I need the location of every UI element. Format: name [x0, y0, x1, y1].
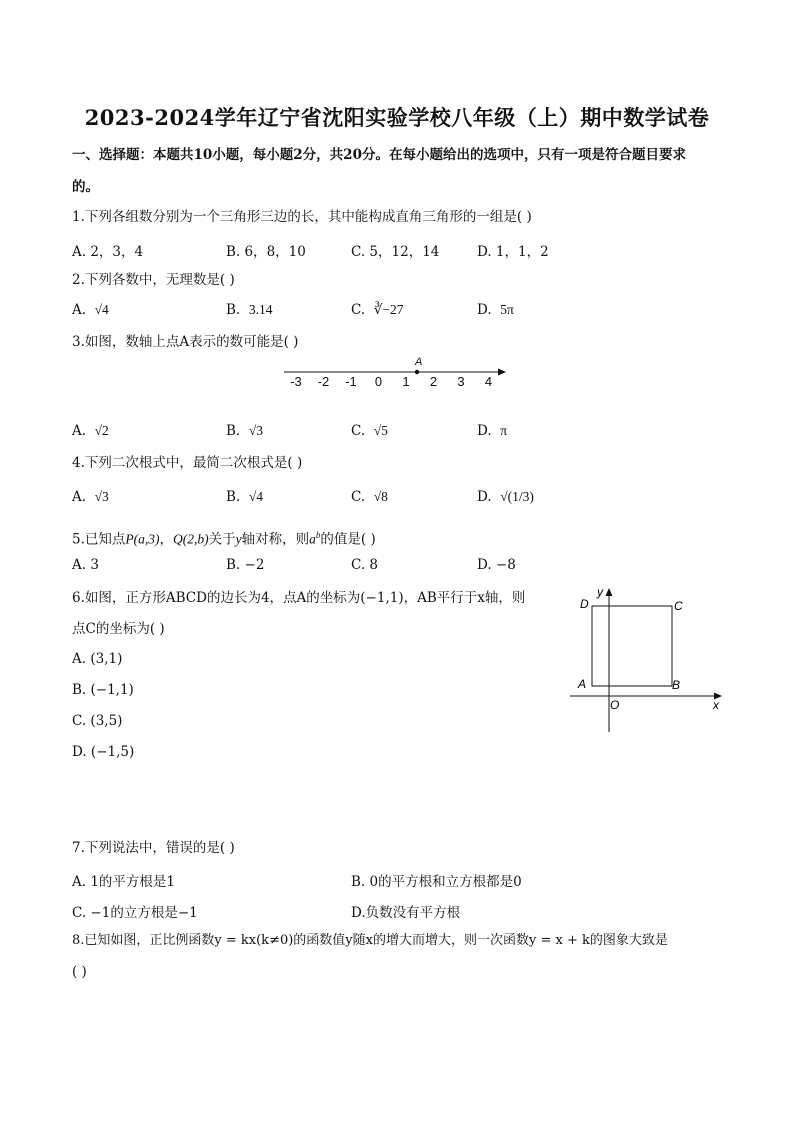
- y-axis-label: y: [597, 585, 603, 599]
- vertex-a-label: A: [578, 677, 587, 691]
- q5-option-a: A. 3: [72, 557, 99, 573]
- q7-stem: 7.下列说法中，错误的是( ): [72, 840, 235, 856]
- square-abcd: [592, 606, 672, 686]
- q4-option-b: B. √4: [226, 489, 263, 505]
- point-a-label: A: [415, 356, 423, 368]
- q4-option-c: C. √8: [351, 489, 388, 505]
- q8-stem-cont: ( ): [72, 964, 87, 980]
- q1-stem: 1.下列各组数分别为一个三角形三边的长，其中能构成直角三角形的一组是( ): [72, 209, 532, 225]
- q3-option-b: B. √3: [226, 423, 263, 439]
- point-a-marker: [415, 370, 419, 374]
- q5-stem: 5.已知点P(a,3)，Q(2,b)关于y轴对称，则$a^b$的值是( ): [72, 530, 376, 548]
- number-line-tick-label: -3: [290, 374, 302, 389]
- q1-option-c: C. 5，12，14: [351, 244, 440, 260]
- number-line-tick-label: 3: [457, 374, 465, 389]
- q2-option-c: C. ∛−27: [351, 302, 404, 318]
- q5-option-c: C. 8: [351, 557, 379, 573]
- q6-option-a: A. (3,1): [72, 651, 123, 667]
- q7-option-b: B. 0的平方根和立方根都是0: [351, 874, 522, 890]
- number-line-tick-label: 4: [484, 374, 493, 389]
- section-header-cont: 的。: [72, 179, 99, 195]
- q7-option-d: D.负数没有平方根: [351, 905, 461, 921]
- square-coordinate-figure: [560, 580, 730, 738]
- vertex-c-label: C: [674, 599, 683, 613]
- q5-option-d: D. −8: [477, 557, 516, 573]
- q4-option-a: A. √3: [72, 489, 109, 505]
- q2-option-d: D. 5π: [477, 302, 514, 318]
- number-line-tick-label: 2: [429, 374, 438, 389]
- number-line-tick-label: -2: [317, 374, 330, 389]
- q6-option-d: D. (−1,5): [72, 744, 135, 760]
- origin-label: O: [610, 698, 620, 712]
- q1-option-b: B. 6，8，10: [226, 244, 306, 260]
- q6-stem-cont: 点C的坐标为( ): [72, 621, 165, 637]
- vertex-d-label: D: [580, 597, 589, 611]
- q7-option-a: A. 1的平方根是1: [72, 874, 176, 890]
- number-line: [280, 352, 512, 392]
- page-title: 2023-2024学年辽宁省沈阳实验学校八年级（上）期中数学试卷: [84, 105, 710, 130]
- q3-option-c: C. √5: [351, 423, 388, 439]
- q6-option-c: C. (3,5): [72, 713, 123, 729]
- q4-stem: 4.下列二次根式中，最简二次根式是( ): [72, 455, 303, 471]
- q1-option-d: D. 1，1，2: [477, 244, 549, 260]
- section-header: 一、选择题：本题共10小题，每小题2分，共20分。在每小题给出的选项中，只有一项是符合题目要求: [72, 147, 686, 163]
- q2-option-b: B. 3.14: [226, 302, 273, 318]
- q3-stem: 3.如图，数轴上点A表示的数可能是( ): [72, 334, 299, 350]
- q7-option-c: C. −1的立方根是−1: [72, 905, 198, 921]
- q3-option-a: A. √2: [72, 423, 109, 439]
- q1-option-a: A. 2，3，4: [72, 244, 144, 260]
- x-axis-label: x: [713, 698, 719, 712]
- q6-stem: 6.如图，正方形ABCD的边长为4，点A的坐标为(−1,1)，AB平行于x轴，则: [72, 590, 526, 606]
- q2-option-a: A. √4: [72, 302, 109, 318]
- number-line-tick-label: 0: [374, 374, 383, 389]
- q2-stem: 2.下列各数中，无理数是( ): [72, 272, 235, 288]
- number-line-tick-label: 1: [402, 374, 410, 389]
- q4-option-d: D. √(1/3): [477, 489, 534, 505]
- q5-option-b: B. −2: [226, 557, 265, 573]
- q8-stem: 8.已知如图，正比例函数y = kx(k≠0)的函数值y随x的增大而增大，则一次函数y = x + k的图象大致是: [72, 933, 668, 948]
- q6-option-b: B. (−1,1): [72, 682, 134, 698]
- number-line-tick-label: -1: [345, 374, 357, 389]
- q3-option-d: D. π: [477, 423, 508, 439]
- vertex-b-label: B: [672, 678, 681, 692]
